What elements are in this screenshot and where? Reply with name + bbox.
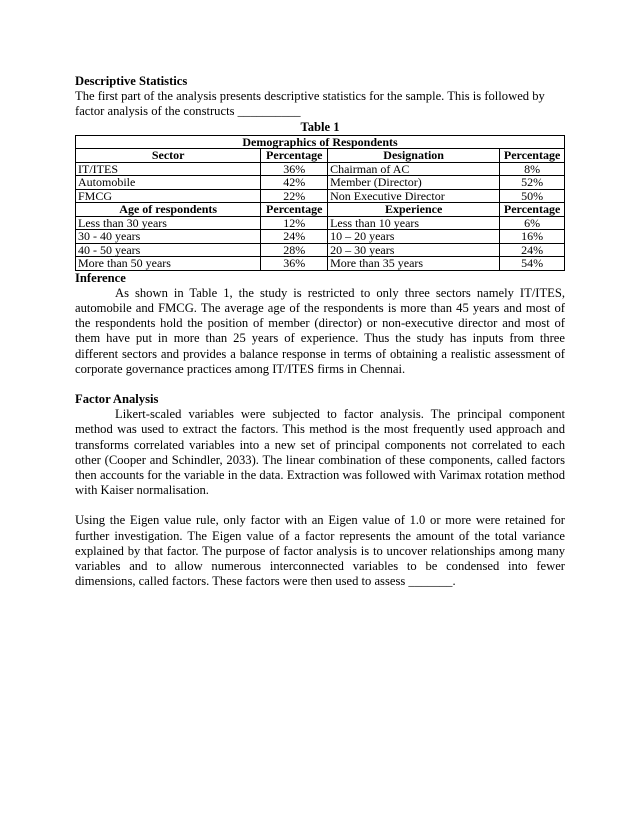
table-cell: 24%: [500, 243, 565, 257]
table-title: Table 1: [300, 119, 340, 134]
table-header-cell: Percentage: [500, 203, 565, 217]
table-row: [76, 162, 565, 176]
table-header-cell: Age of respondents: [76, 203, 261, 217]
demographics-table: [75, 135, 565, 271]
section-heading-inference: Inference: [75, 270, 126, 285]
table-row: [76, 257, 565, 271]
table-cell: 10 – 20 years: [328, 230, 500, 244]
table-cell: Less than 30 years: [76, 216, 261, 230]
table-cell: 54%: [500, 257, 565, 271]
table-cell: 28%: [261, 243, 328, 257]
table-caption: Demographics of Respondents: [76, 135, 565, 149]
table-cell: 36%: [261, 162, 328, 176]
table-header-cell: Designation: [328, 149, 500, 163]
table-cell: 40 - 50 years: [76, 243, 261, 257]
spacer: [75, 498, 565, 513]
table-cell: 12%: [261, 216, 328, 230]
table-header-cell: Percentage: [500, 149, 565, 163]
table-header-row: [76, 149, 565, 163]
inference-paragraph: As shown in Table 1, the study is restricted to only three sectors namely IT/ITES, automobile and FMCG. The average age of the respondents is more than 45 years and most of the respondents hold the position of member (director) or non-executive director and most of them have put in more than 25 years of experience. Thus the study has inputs from three different sectors and provides a balance response in terms of obtaining a realistic assessment of corporate governance practices among IT/ITES firms in Chennai.: [75, 285, 565, 376]
table-cell: Member (Director): [328, 176, 500, 190]
table-cell: More than 50 years: [76, 257, 261, 271]
table-header-cell: Percentage: [261, 149, 328, 163]
table-cell: 52%: [500, 176, 565, 190]
table-row: [76, 230, 565, 244]
table-cell: Automobile: [76, 176, 261, 190]
table-cell: More than 35 years: [328, 257, 500, 271]
table-cell: 30 - 40 years: [76, 230, 261, 244]
table-cell: 50%: [500, 189, 565, 203]
table-cell: 22%: [261, 189, 328, 203]
table-cell: Chairman of AC: [328, 162, 500, 176]
table-row: [76, 216, 565, 230]
table-cell: 6%: [500, 216, 565, 230]
intro-paragraph: The first part of the analysis presents descriptive statistics for the sample. This is followed by factor analysis of the constructs __________: [75, 89, 545, 119]
table-cell: 20 – 30 years: [328, 243, 500, 257]
document-page: [75, 74, 565, 589]
table-cell: 24%: [261, 230, 328, 244]
table-header-cell: Sector: [76, 149, 261, 163]
table-cell: Non Executive Director: [328, 189, 500, 203]
table-row: [76, 189, 565, 203]
factor-paragraph-1: Likert-scaled variables were subjected to factor analysis. The principal component method was used to extract the factors. This method is the most frequently used approach and transforms correlated variables into a new set of principal components not correlated to each other (Cooper and Schindler, 2033). The linear combination of these components, called factors then accounts for the variable in the data. Extraction was followed with Varimax rotation method with Kaiser normalisation.: [75, 407, 565, 498]
table-row: [76, 176, 565, 190]
section-heading-descriptive: Descriptive Statistics: [75, 74, 188, 88]
table-header-cell: Percentage: [261, 203, 328, 217]
table-header-row: [76, 203, 565, 217]
table-cell: 42%: [261, 176, 328, 190]
table-cell: IT/ITES: [76, 162, 261, 176]
table-cell: Less than 10 years: [328, 216, 500, 230]
table-row: [76, 243, 565, 257]
factor-paragraph-2: Using the Eigen value rule, only factor with an Eigen value of 1.0 or more were retained for further investigation. The Eigen value of a factor represents the amount of the total variance explained by that factor. The purpose of factor analysis is to uncover relationships among many variables and to allow numerous interconnected variables to be condensed into fewer dimensions, called factors. These factors were then used to assess _______.: [75, 513, 565, 589]
section-heading-factor-analysis: Factor Analysis: [75, 392, 159, 407]
table-header-cell: Experience: [328, 203, 500, 217]
table-cell: 16%: [500, 230, 565, 244]
table-cell: FMCG: [76, 189, 261, 203]
table-cell: 36%: [261, 257, 328, 271]
table-cell: 8%: [500, 162, 565, 176]
spacer: [75, 377, 565, 392]
